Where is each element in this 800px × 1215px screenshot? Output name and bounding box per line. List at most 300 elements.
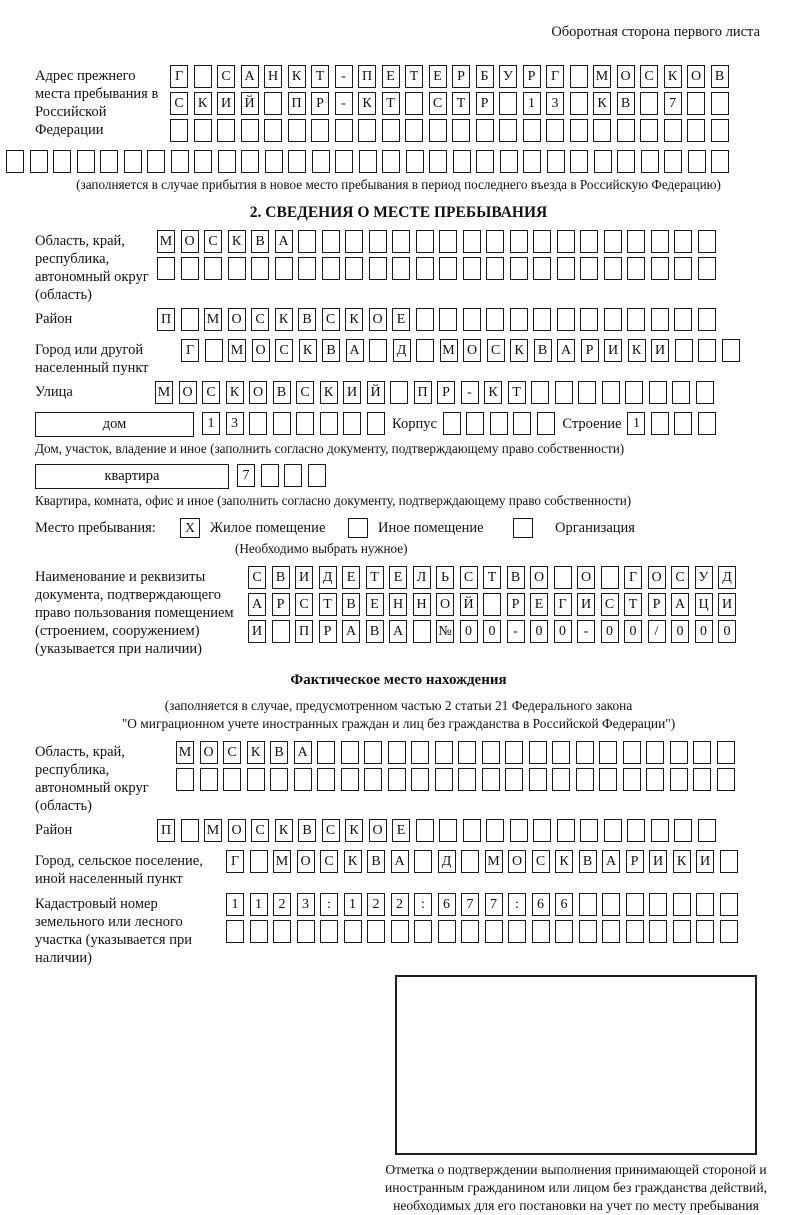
char-box[interactable]: К (593, 92, 611, 115)
char-box[interactable] (194, 119, 212, 142)
char-box[interactable]: 1 (627, 412, 645, 435)
char-box[interactable] (364, 741, 382, 764)
char-box[interactable] (554, 566, 572, 589)
char-box[interactable] (228, 257, 246, 280)
char-box[interactable]: Н (413, 593, 431, 616)
char-box[interactable]: Т (452, 92, 470, 115)
char-box[interactable]: 2 (391, 893, 409, 916)
char-box[interactable] (458, 768, 476, 791)
char-box[interactable] (251, 257, 269, 280)
char-box[interactable] (531, 381, 549, 404)
char-box[interactable] (698, 412, 716, 435)
char-box[interactable] (674, 819, 692, 842)
char-box[interactable] (510, 819, 528, 842)
char-box[interactable] (317, 768, 335, 791)
char-box[interactable] (77, 150, 95, 173)
char-box[interactable]: М (176, 741, 194, 764)
char-box[interactable] (626, 893, 644, 916)
char-box[interactable] (601, 566, 619, 589)
char-box[interactable] (570, 92, 588, 115)
char-box[interactable]: К (275, 308, 293, 331)
char-box[interactable]: О (687, 65, 705, 88)
char-box[interactable]: Д (718, 566, 736, 589)
char-box[interactable]: 3 (546, 92, 564, 115)
char-box[interactable] (463, 308, 481, 331)
char-box[interactable] (557, 257, 575, 280)
char-box[interactable]: О (200, 741, 218, 764)
char-box[interactable] (711, 150, 729, 173)
char-box[interactable] (463, 819, 481, 842)
char-box[interactable] (345, 257, 363, 280)
char-box[interactable] (602, 920, 620, 943)
char-box[interactable]: 0 (695, 620, 713, 643)
char-box[interactable] (529, 741, 547, 764)
char-box[interactable]: П (414, 381, 432, 404)
char-box[interactable]: Ц (695, 593, 713, 616)
char-box[interactable] (604, 257, 622, 280)
char-box[interactable] (341, 741, 359, 764)
char-box[interactable] (696, 893, 714, 916)
char-box[interactable] (429, 119, 447, 142)
char-box[interactable]: И (295, 566, 313, 589)
char-box[interactable] (171, 150, 189, 173)
char-box[interactable] (672, 381, 690, 404)
char-box[interactable] (711, 119, 729, 142)
char-box[interactable] (157, 257, 175, 280)
char-box[interactable] (476, 119, 494, 142)
char-box[interactable]: Р (311, 92, 329, 115)
char-box[interactable] (382, 150, 400, 173)
char-box[interactable]: Й (460, 593, 478, 616)
char-box[interactable] (651, 308, 669, 331)
char-box[interactable]: Г (170, 65, 188, 88)
char-box[interactable] (698, 308, 716, 331)
char-box[interactable] (414, 920, 432, 943)
char-box[interactable] (640, 119, 658, 142)
char-box[interactable]: Г (554, 593, 572, 616)
char-box[interactable] (555, 381, 573, 404)
char-box[interactable]: К (358, 92, 376, 115)
char-box[interactable] (510, 308, 528, 331)
char-box[interactable]: В (251, 230, 269, 253)
char-box[interactable] (194, 65, 212, 88)
char-box[interactable] (405, 92, 423, 115)
char-box[interactable]: С (320, 850, 338, 873)
char-box[interactable] (510, 230, 528, 253)
char-box[interactable] (147, 150, 165, 173)
char-box[interactable]: М (485, 850, 503, 873)
char-box[interactable]: Р (507, 593, 525, 616)
char-box[interactable] (696, 920, 714, 943)
char-box[interactable]: С (640, 65, 658, 88)
char-box[interactable] (369, 339, 387, 362)
char-box[interactable]: Е (530, 593, 548, 616)
char-box[interactable]: М (228, 339, 246, 362)
char-box[interactable]: Н (389, 593, 407, 616)
char-box[interactable] (124, 150, 142, 173)
char-box[interactable]: 0 (601, 620, 619, 643)
char-box[interactable]: Д (393, 339, 411, 362)
char-box[interactable]: 1 (344, 893, 362, 916)
char-box[interactable]: С (202, 381, 220, 404)
char-box[interactable] (53, 150, 71, 173)
char-box[interactable] (312, 150, 330, 173)
char-box[interactable]: П (288, 92, 306, 115)
char-box[interactable]: О (181, 230, 199, 253)
char-box[interactable]: : (508, 893, 526, 916)
char-box[interactable]: 7 (664, 92, 682, 115)
char-box[interactable]: С (296, 381, 314, 404)
char-box[interactable] (664, 119, 682, 142)
char-box[interactable] (223, 768, 241, 791)
char-box[interactable]: - (461, 381, 479, 404)
char-box[interactable] (392, 230, 410, 253)
char-box[interactable]: К (344, 850, 362, 873)
char-box[interactable] (649, 920, 667, 943)
char-box[interactable] (322, 230, 340, 253)
char-box[interactable] (533, 230, 551, 253)
char-box[interactable]: П (295, 620, 313, 643)
char-box[interactable] (696, 381, 714, 404)
char-box[interactable]: Т (366, 566, 384, 589)
char-box[interactable]: Е (382, 65, 400, 88)
char-box[interactable]: О (463, 339, 481, 362)
char-box[interactable] (698, 230, 716, 253)
char-box[interactable] (627, 257, 645, 280)
char-box[interactable]: К (673, 850, 691, 873)
char-box[interactable]: Е (389, 566, 407, 589)
char-box[interactable]: Г (546, 65, 564, 88)
char-box[interactable]: О (530, 566, 548, 589)
char-box[interactable] (466, 412, 484, 435)
char-box[interactable] (250, 920, 268, 943)
char-box[interactable] (364, 768, 382, 791)
char-box[interactable] (499, 92, 517, 115)
char-box[interactable] (294, 768, 312, 791)
char-box[interactable]: К (228, 230, 246, 253)
char-box[interactable]: Р (523, 65, 541, 88)
char-box[interactable]: 6 (532, 893, 550, 916)
char-box[interactable] (675, 339, 693, 362)
char-box[interactable]: О (297, 850, 315, 873)
char-box[interactable] (547, 150, 565, 173)
char-box[interactable] (673, 920, 691, 943)
char-box[interactable]: А (346, 339, 364, 362)
char-box[interactable] (537, 412, 555, 435)
char-box[interactable] (247, 768, 265, 791)
char-box[interactable] (687, 119, 705, 142)
char-box[interactable] (414, 850, 432, 873)
char-box[interactable] (720, 850, 738, 873)
char-box[interactable]: Д (319, 566, 337, 589)
char-box[interactable] (570, 150, 588, 173)
char-box[interactable] (298, 230, 316, 253)
char-box[interactable]: К (320, 381, 338, 404)
char-box[interactable] (288, 119, 306, 142)
char-box[interactable]: В (273, 381, 291, 404)
char-box[interactable]: И (217, 92, 235, 115)
char-box[interactable] (576, 768, 594, 791)
char-box[interactable]: Г (226, 850, 244, 873)
char-box[interactable] (297, 920, 315, 943)
char-box[interactable] (594, 150, 612, 173)
char-box[interactable] (693, 741, 711, 764)
char-box[interactable]: М (204, 308, 222, 331)
char-box[interactable] (463, 230, 481, 253)
char-box[interactable] (453, 150, 471, 173)
char-box[interactable]: Т (382, 92, 400, 115)
char-box[interactable] (625, 381, 643, 404)
char-box[interactable]: Н (264, 65, 282, 88)
char-box[interactable]: К (275, 819, 293, 842)
char-box[interactable] (555, 920, 573, 943)
char-box[interactable]: - (577, 620, 595, 643)
char-box[interactable] (717, 768, 735, 791)
char-box[interactable] (580, 230, 598, 253)
char-box[interactable] (439, 308, 457, 331)
char-box[interactable] (623, 768, 641, 791)
char-box[interactable]: О (617, 65, 635, 88)
char-box[interactable]: В (298, 308, 316, 331)
char-box[interactable]: Т (483, 566, 501, 589)
char-box[interactable]: 1 (523, 92, 541, 115)
char-box[interactable] (508, 920, 526, 943)
char-box[interactable] (513, 412, 531, 435)
char-box[interactable] (443, 412, 461, 435)
char-box[interactable] (320, 412, 338, 435)
char-box[interactable] (486, 230, 504, 253)
char-box[interactable] (604, 308, 622, 331)
char-box[interactable]: П (157, 819, 175, 842)
char-box[interactable]: М (593, 65, 611, 88)
char-box[interactable]: 0 (718, 620, 736, 643)
char-box[interactable] (335, 150, 353, 173)
char-box[interactable] (270, 768, 288, 791)
char-box[interactable]: С (223, 741, 241, 764)
char-box[interactable] (579, 893, 597, 916)
char-box[interactable]: Е (366, 593, 384, 616)
char-box[interactable] (649, 381, 667, 404)
char-box[interactable] (482, 741, 500, 764)
char-box[interactable] (533, 257, 551, 280)
char-box[interactable] (181, 257, 199, 280)
char-box[interactable]: Р (452, 65, 470, 88)
char-box[interactable] (288, 150, 306, 173)
char-box[interactable] (406, 150, 424, 173)
char-box[interactable] (416, 230, 434, 253)
char-box[interactable]: С (251, 308, 269, 331)
char-box[interactable]: О (228, 819, 246, 842)
char-box[interactable] (343, 412, 361, 435)
char-box[interactable]: В (342, 593, 360, 616)
char-box[interactable] (486, 308, 504, 331)
char-box[interactable]: А (342, 620, 360, 643)
char-box[interactable] (552, 768, 570, 791)
char-box[interactable] (341, 768, 359, 791)
char-box[interactable]: К (299, 339, 317, 362)
char-box[interactable]: С (487, 339, 505, 362)
char-box[interactable] (298, 257, 316, 280)
char-box[interactable]: 6 (555, 893, 573, 916)
char-box[interactable] (720, 920, 738, 943)
char-box[interactable] (382, 119, 400, 142)
char-box[interactable] (664, 150, 682, 173)
char-box[interactable]: С (322, 819, 340, 842)
char-box[interactable]: Е (342, 566, 360, 589)
char-box[interactable] (602, 893, 620, 916)
char-box[interactable] (646, 741, 664, 764)
char-box[interactable] (476, 150, 494, 173)
char-box[interactable] (249, 412, 267, 435)
char-box[interactable] (452, 119, 470, 142)
char-box[interactable]: 0 (671, 620, 689, 643)
char-box[interactable]: В (270, 741, 288, 764)
char-box[interactable] (557, 308, 575, 331)
char-box[interactable]: 1 (250, 893, 268, 916)
char-box[interactable] (485, 920, 503, 943)
char-box[interactable] (439, 819, 457, 842)
char-box[interactable] (320, 920, 338, 943)
char-box[interactable]: 0 (624, 620, 642, 643)
char-box[interactable] (698, 339, 716, 362)
char-box[interactable] (483, 593, 501, 616)
char-box[interactable]: А (294, 741, 312, 764)
char-box[interactable] (461, 920, 479, 943)
char-box[interactable] (486, 257, 504, 280)
char-box[interactable]: 2 (273, 893, 291, 916)
char-box[interactable] (626, 920, 644, 943)
char-box[interactable]: А (557, 339, 575, 362)
char-box[interactable]: Т (508, 381, 526, 404)
char-box[interactable]: В (617, 92, 635, 115)
char-box[interactable] (570, 119, 588, 142)
char-box[interactable]: К (664, 65, 682, 88)
char-box[interactable] (486, 819, 504, 842)
char-box[interactable]: Р (648, 593, 666, 616)
char-box[interactable] (358, 119, 376, 142)
char-box[interactable]: М (155, 381, 173, 404)
char-box[interactable]: С (532, 850, 550, 873)
char-box[interactable]: 0 (530, 620, 548, 643)
char-box[interactable] (599, 741, 617, 764)
char-box[interactable] (670, 768, 688, 791)
char-box[interactable] (604, 819, 622, 842)
char-box[interactable] (651, 230, 669, 253)
char-box[interactable] (322, 257, 340, 280)
char-box[interactable] (264, 92, 282, 115)
char-box[interactable]: 0 (460, 620, 478, 643)
char-box[interactable]: 2 (367, 893, 385, 916)
char-box[interactable]: Л (413, 566, 431, 589)
char-box[interactable]: Е (392, 308, 410, 331)
char-box[interactable]: К (484, 381, 502, 404)
char-box[interactable] (388, 741, 406, 764)
char-box[interactable] (505, 741, 523, 764)
char-box[interactable]: 7 (485, 893, 503, 916)
char-box[interactable]: О (436, 593, 454, 616)
char-box[interactable] (438, 920, 456, 943)
char-box[interactable] (461, 850, 479, 873)
char-box[interactable]: О (369, 308, 387, 331)
char-box[interactable] (30, 150, 48, 173)
char-box[interactable] (651, 257, 669, 280)
char-box[interactable] (273, 412, 291, 435)
char-box[interactable] (170, 119, 188, 142)
char-box[interactable]: И (577, 593, 595, 616)
char-box[interactable] (693, 768, 711, 791)
char-box[interactable]: Т (624, 593, 642, 616)
char-box[interactable] (416, 339, 434, 362)
char-box[interactable] (308, 464, 326, 487)
char-box[interactable] (651, 819, 669, 842)
char-box[interactable]: О (252, 339, 270, 362)
char-box[interactable] (627, 308, 645, 331)
char-box[interactable]: 3 (297, 893, 315, 916)
char-box[interactable]: Р (581, 339, 599, 362)
char-box[interactable]: К (555, 850, 573, 873)
char-box[interactable] (390, 381, 408, 404)
char-box[interactable] (296, 412, 314, 435)
char-box[interactable]: 3 (226, 412, 244, 435)
char-box[interactable]: У (499, 65, 517, 88)
char-box[interactable]: 1 (226, 893, 244, 916)
char-box[interactable] (673, 893, 691, 916)
char-box[interactable] (490, 412, 508, 435)
char-box[interactable] (529, 768, 547, 791)
char-box[interactable]: М (204, 819, 222, 842)
char-box[interactable] (557, 230, 575, 253)
char-box[interactable]: С (217, 65, 235, 88)
char-box[interactable] (416, 308, 434, 331)
char-box[interactable]: С (204, 230, 222, 253)
char-box[interactable]: С (601, 593, 619, 616)
char-box[interactable] (578, 381, 596, 404)
char-box[interactable] (579, 920, 597, 943)
char-box[interactable] (580, 257, 598, 280)
char-box[interactable] (388, 768, 406, 791)
char-box[interactable] (264, 119, 282, 142)
char-box[interactable]: О (648, 566, 666, 589)
char-box[interactable] (617, 119, 635, 142)
char-box[interactable]: В (507, 566, 525, 589)
char-box[interactable] (439, 257, 457, 280)
char-box[interactable]: В (322, 339, 340, 362)
char-box[interactable]: И (248, 620, 266, 643)
char-box[interactable]: М (157, 230, 175, 253)
char-box[interactable]: А (248, 593, 266, 616)
char-box[interactable] (722, 339, 740, 362)
char-box[interactable]: К (510, 339, 528, 362)
char-box[interactable] (717, 741, 735, 764)
char-box[interactable] (602, 381, 620, 404)
char-box[interactable]: Ь (436, 566, 454, 589)
char-box[interactable]: Д (438, 850, 456, 873)
char-box[interactable]: Е (392, 819, 410, 842)
char-box[interactable]: К (288, 65, 306, 88)
char-box[interactable]: О (179, 381, 197, 404)
char-box[interactable] (218, 150, 236, 173)
char-box[interactable]: С (275, 339, 293, 362)
char-box[interactable] (272, 620, 290, 643)
char-box[interactable]: 0 (554, 620, 572, 643)
char-box[interactable] (359, 150, 377, 173)
char-box[interactable]: Т (311, 65, 329, 88)
char-box[interactable] (345, 230, 363, 253)
char-box[interactable] (674, 412, 692, 435)
char-box[interactable]: С (322, 308, 340, 331)
char-box[interactable] (482, 768, 500, 791)
char-box[interactable] (593, 119, 611, 142)
